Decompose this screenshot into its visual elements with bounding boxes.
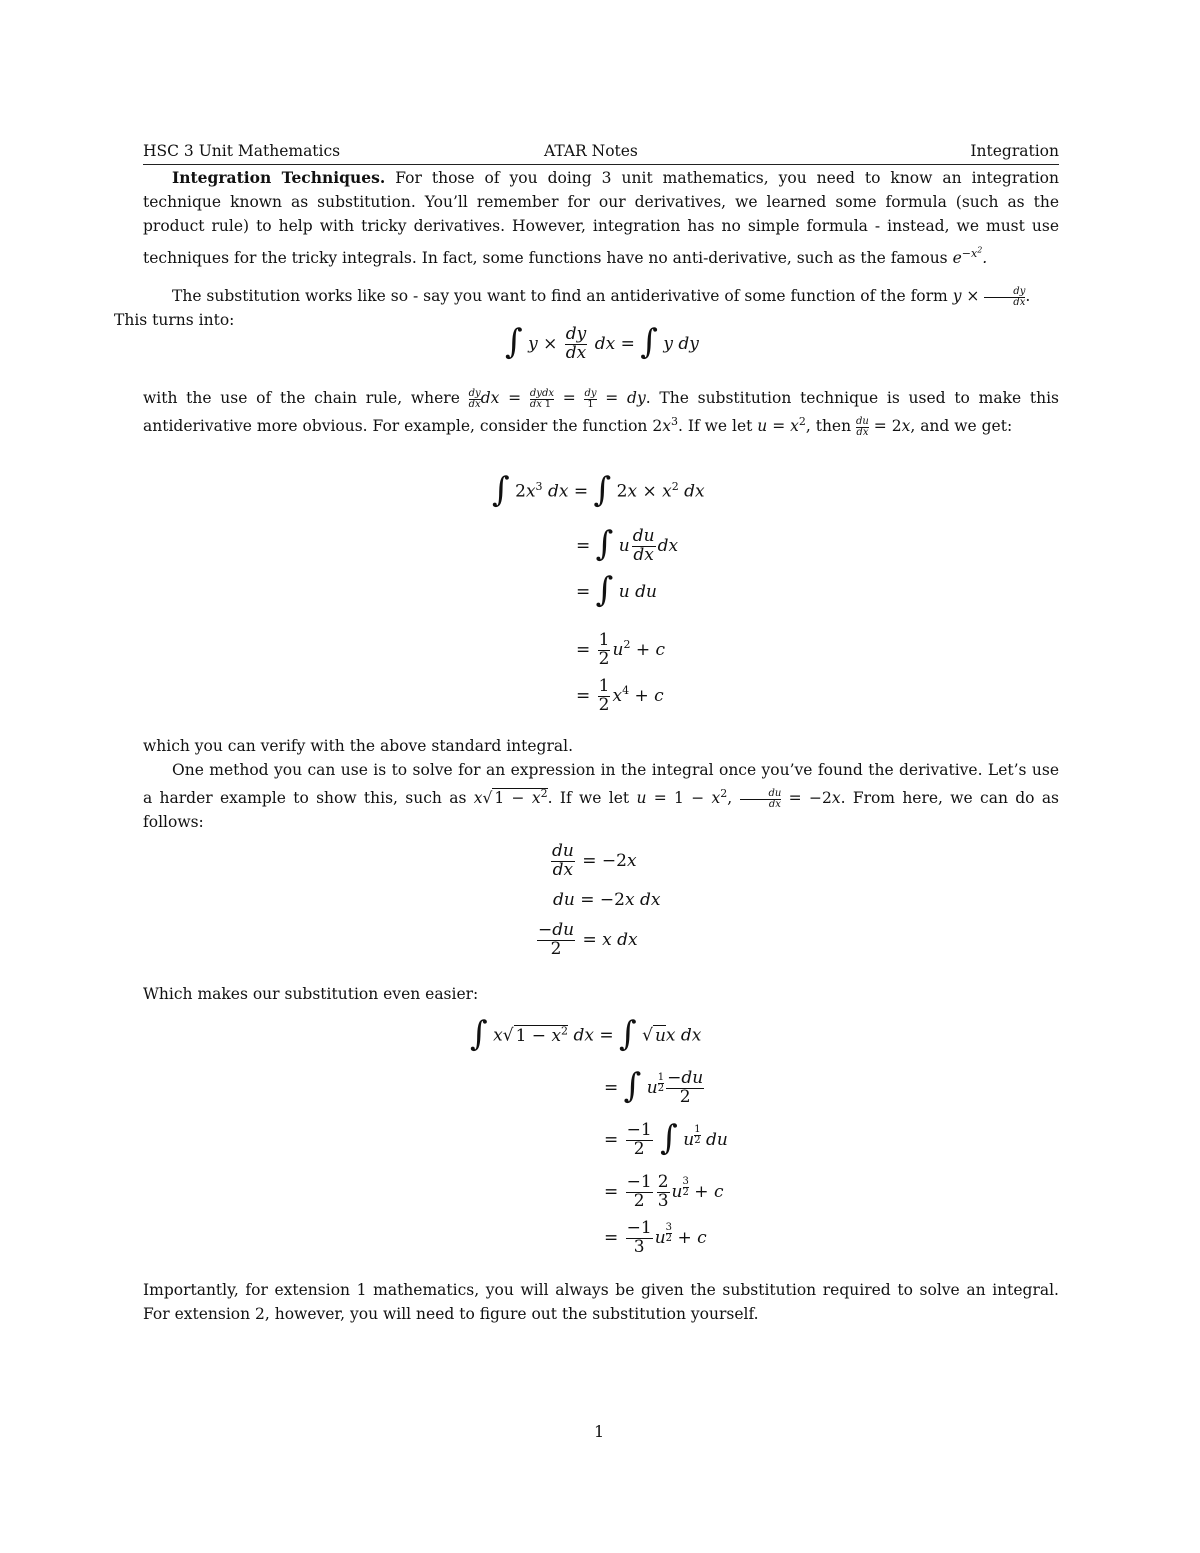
equation-block3-line5: = $\frac{-1}{3}$ u $^{\frac{3}{2}}$ + c (604, 1218, 707, 1257)
equation-block2-line3: $\frac{-du}{2}$ = x dx (538, 920, 638, 959)
turns-into-text: This turns into: (114, 311, 235, 329)
let-u-text: If we let (559, 789, 630, 808)
substitution-text: The substitution works like so - say you want to find an antiderivative of some function of the form (172, 287, 948, 305)
and-we-get-text: and we get: (920, 417, 1013, 436)
chain-rule-text: with the use of the chain rule, where (143, 389, 460, 407)
easier-paragraph: Which makes our substitution even easier: (143, 985, 479, 1003)
harder-example-text: One method you can use is to solve for an expression in the integral once you’ve found the derivative. Let’s use a harder example to show this, such as (143, 761, 1059, 808)
equation-block1-line4: = $\frac{1}{2}$ $u^2 + c$ (576, 630, 666, 669)
verify-paragraph: which you can verify with the above standard integral. (143, 737, 573, 755)
equation-chain-integral: ∫ y × $\frac{dy}{dx}$ dx = ∫ y dy (505, 321, 699, 363)
inline-math-form: y (952, 287, 962, 305)
equation-block3-line4: = $\frac{-1}{2}$ $\frac{2}{3}$ u $^{\frac{3}{2}}$ + c (604, 1172, 724, 1211)
header-source: ATAR Notes (544, 142, 638, 160)
intro-paragraph (143, 166, 1059, 270)
substitution-paragraph: The substitution works like so - say you want to find an antiderivative of some function of the form y × $\frac{dy}{dx}$ . This turns into: (114, 285, 1031, 329)
equation-block1-line2: = ∫ u $\frac{du}{dx}$ dx (576, 523, 679, 565)
harder-example-paragraph: One method you can use is to solve for an expression in the integral once you’ve found the derivative. Let’s use a harder example to show this, such as x√ $1 - x^2$. If we let $u = 1 - x^2$, $\frac{du}{dx}$ = −2x. From here, we can do as follows: (143, 761, 1060, 832)
equation-block3-line1: ∫ x√ $1 - x^2$ dx = ∫ √ ux dx (470, 1013, 702, 1054)
equation-block1-line5: = $\frac{1}{2}$ $x^4 + c$ (576, 676, 664, 715)
inline-frac-dydx: $\frac{dy}{dx}$ (984, 287, 1025, 308)
header-topic: Integration (970, 142, 1059, 160)
let-text: If we let (687, 417, 753, 436)
intro-body: For those of you doing 3 unit mathematics, you need to know an integration technique known as substitution. You’ll remember for our derivatives, we learned some formula (such as the product rule) to help with tricky derivatives. However, integration has no simple formula - instead, we must use techniques for the tricky integrals. In fact, some functions have no anti-derivative, such as the famous (143, 169, 1059, 267)
chain-rule-paragraph: with the use of the chain rule, where $\frac{dy}{dx}$ dx = $\frac{dy}{dx}$ $\frac{dx}{1}$ = $\frac{dy}{1}$ = dy. The substitution technique is used to make this antiderivative more obvious. For example, consider the function $2x^3$. If we let $u = x^2$, then $\frac{du}{dx}$ = 2x, and we get: (143, 387, 1060, 438)
extension-paragraph: Importantly, for extension 1 mathematics, you will always be given the substitution required to solve an integral. For extension 2, however, you will need to figure out the substitution yourself. (143, 1281, 1059, 1323)
example-text: The substitution technique is used to make this antiderivative more obvious. For example, consider the function (143, 389, 1060, 436)
intro-heading: Integration Techniques. (172, 168, 386, 187)
equation-block2-line1: $\frac{du}{dx}$ = −2x (552, 841, 637, 880)
equation-block3-line3: = $\frac{-1}{2}$ ∫ u $^{\frac{1}{2}}$ du (604, 1117, 728, 1159)
equation-block3-line2: = ∫ u $^{\frac{1}{2}}$ $\frac{-du}{2}$ (604, 1065, 704, 1107)
header-course: HSC 3 Unit Mathematics (143, 142, 341, 160)
equation-block1-line1: ∫ $2x^3$ dx = ∫ $2x \times x^2$ dx (492, 469, 705, 510)
follows-text: From here, we can do as follows: (143, 789, 1060, 832)
then-text: then (815, 417, 852, 436)
equation-block2-line2: du = −2x dx (553, 890, 661, 910)
page-number: 1 (594, 1422, 605, 1441)
equation-block1-line3: = ∫ u du (576, 570, 657, 610)
running-header (143, 142, 1059, 165)
inline-math-exp: $e^{-x^2}$. (952, 245, 988, 267)
